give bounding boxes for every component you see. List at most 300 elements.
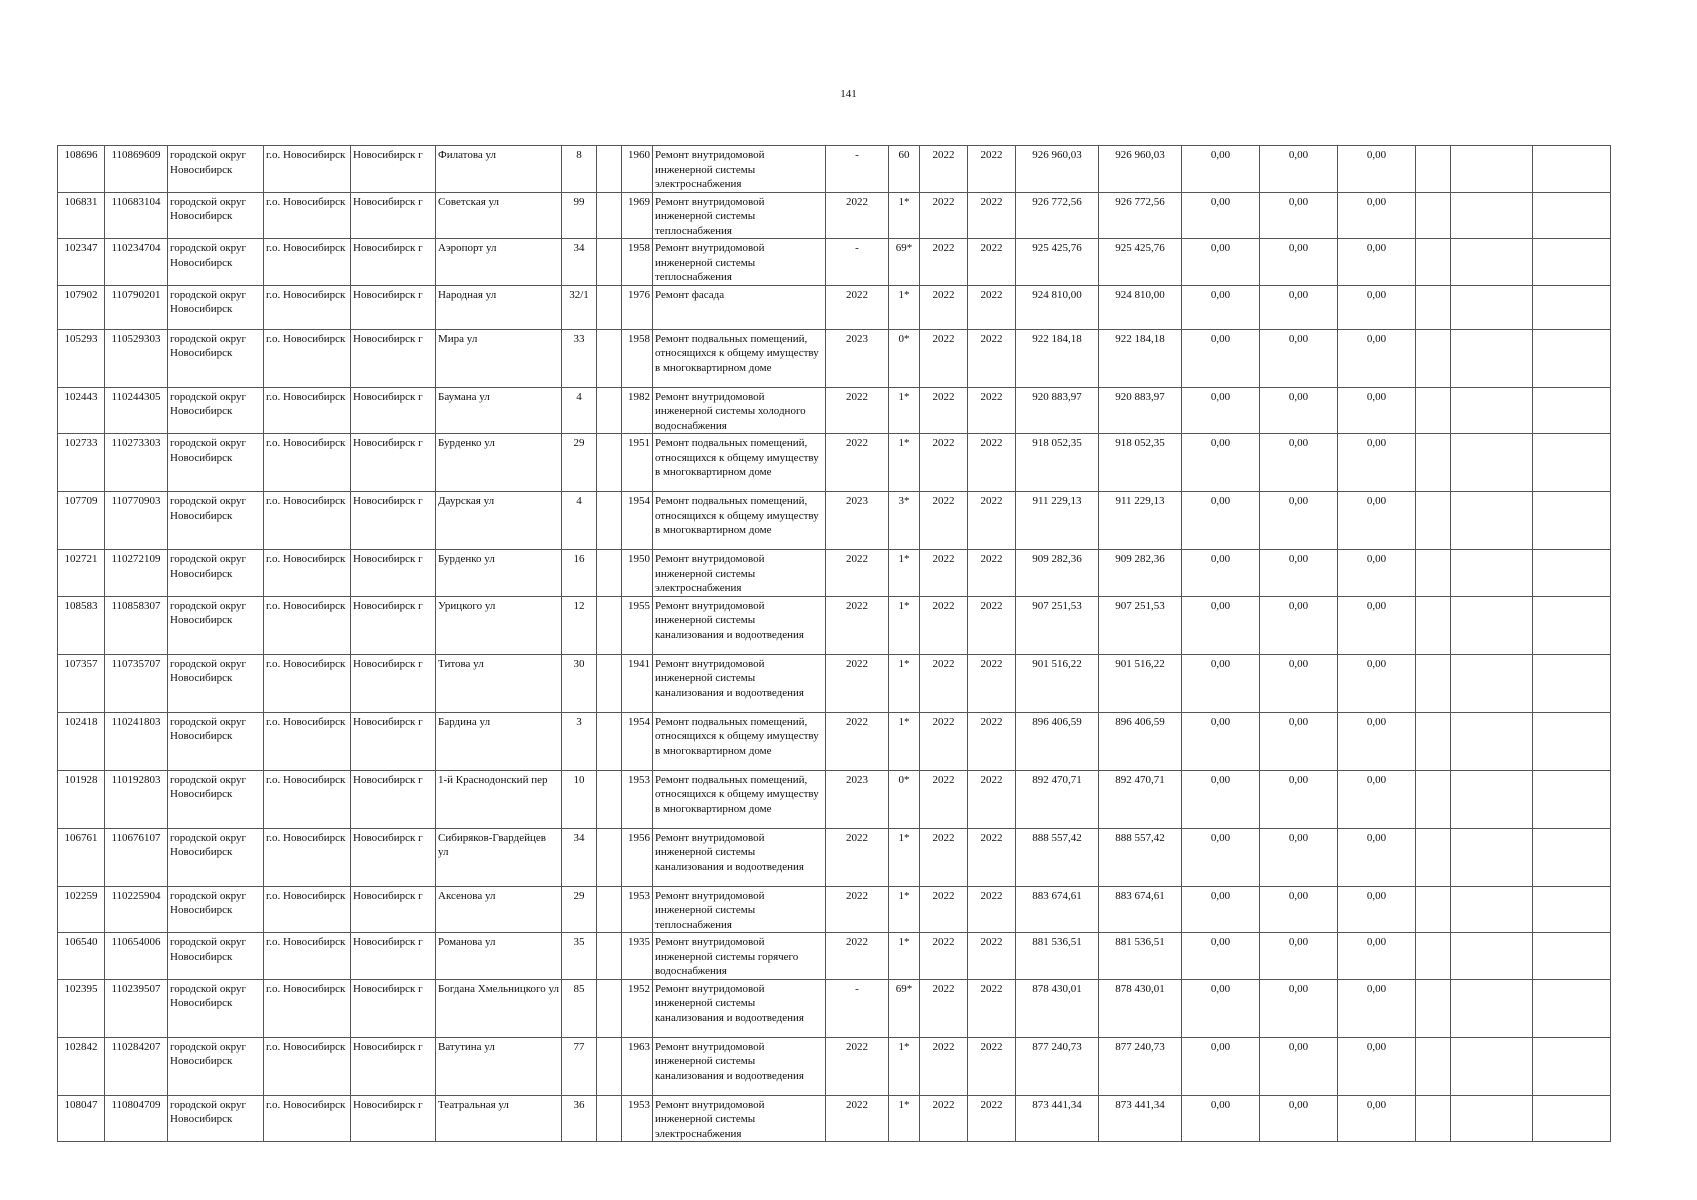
cell-extra-1 xyxy=(1416,770,1451,828)
cell-fund-cost: 909 282,36 xyxy=(1099,550,1182,597)
cell-extra-2 xyxy=(1451,146,1533,193)
table-row xyxy=(58,329,1611,387)
cell-wear: 1* xyxy=(889,434,920,492)
cell-built-year: 1958 xyxy=(622,329,653,387)
cell-extra-2 xyxy=(1451,654,1533,712)
cell-budget-regional: 0,00 xyxy=(1260,712,1338,770)
cell-municipality: городской округ Новосибирск xyxy=(168,1037,264,1095)
cell-budget-federal: 0,00 xyxy=(1182,979,1260,1037)
cell-budget-regional: 0,00 xyxy=(1260,387,1338,434)
cell-budget-federal: 0,00 xyxy=(1182,329,1260,387)
cell-total-cost: 901 516,22 xyxy=(1016,654,1099,712)
cell-budget-federal: 0,00 xyxy=(1182,654,1260,712)
table-row xyxy=(58,712,1611,770)
cell-extra-1 xyxy=(1416,550,1451,597)
cell-record-id: 106831 xyxy=(58,192,105,239)
cell-extra-3 xyxy=(1533,192,1611,239)
cell-street: Народная ул xyxy=(436,285,562,329)
cell-budget-regional: 0,00 xyxy=(1260,979,1338,1037)
cell-wear: 3* xyxy=(889,492,920,550)
cell-blank xyxy=(597,886,622,933)
cell-budget-federal: 0,00 xyxy=(1182,285,1260,329)
cell-street: Баумана ул xyxy=(436,387,562,434)
cell-budget-federal: 0,00 xyxy=(1182,1095,1260,1142)
cell-record-id: 102418 xyxy=(58,712,105,770)
cell-budget-local: 0,00 xyxy=(1338,329,1416,387)
cell-budget-federal: 0,00 xyxy=(1182,387,1260,434)
cell-total-cost: 907 251,53 xyxy=(1016,596,1099,654)
cell-street: Урицкого ул xyxy=(436,596,562,654)
cell-record-id: 107709 xyxy=(58,492,105,550)
cell-house-number: 12 xyxy=(562,596,597,654)
cell-house-number: 34 xyxy=(562,239,597,286)
cell-budget-local: 0,00 xyxy=(1338,712,1416,770)
cell-house-code: 110284207 xyxy=(105,1037,168,1095)
cell-plan-year-end: 2022 xyxy=(968,770,1016,828)
table-row xyxy=(58,492,1611,550)
cell-total-cost: 920 883,97 xyxy=(1016,387,1099,434)
cell-budget-regional: 0,00 xyxy=(1260,654,1338,712)
cell-built-year: 1958 xyxy=(622,239,653,286)
cell-city-district: г.о. Новосибирск xyxy=(264,146,351,193)
cell-work-type: Ремонт внутридомовой инженерной системы канализования и водоотведения xyxy=(653,828,826,886)
cell-total-cost: 911 229,13 xyxy=(1016,492,1099,550)
cell-budget-regional: 0,00 xyxy=(1260,1095,1338,1142)
cell-municipality: городской округ Новосибирск xyxy=(168,285,264,329)
cell-extra-2 xyxy=(1451,1095,1533,1142)
cell-extra-1 xyxy=(1416,434,1451,492)
cell-fund-cost: 920 883,97 xyxy=(1099,387,1182,434)
cell-budget-local: 0,00 xyxy=(1338,492,1416,550)
cell-record-id: 105293 xyxy=(58,329,105,387)
cell-plan-year-end: 2022 xyxy=(968,712,1016,770)
cell-plan-year-start: 2022 xyxy=(920,285,968,329)
cell-work-type: Ремонт внутридомовой инженерной системы канализования и водоотведения xyxy=(653,1037,826,1095)
cell-street: Аксенова ул xyxy=(436,886,562,933)
cell-wear: 1* xyxy=(889,192,920,239)
cell-plan-year-start: 2022 xyxy=(920,596,968,654)
cell-extra-3 xyxy=(1533,770,1611,828)
cell-work-type: Ремонт внутридомовой инженерной системы холодного водоснабжения xyxy=(653,387,826,434)
cell-street: Театральная ул xyxy=(436,1095,562,1142)
cell-city-district: г.о. Новосибирск xyxy=(264,654,351,712)
cell-house-number: 85 xyxy=(562,979,597,1037)
cell-last-repair-year: - xyxy=(826,979,889,1037)
cell-record-id: 108583 xyxy=(58,596,105,654)
cell-fund-cost: 911 229,13 xyxy=(1099,492,1182,550)
cell-blank xyxy=(597,492,622,550)
cell-settlement: Новосибирск г xyxy=(351,239,436,286)
cell-budget-regional: 0,00 xyxy=(1260,550,1338,597)
cell-plan-year-end: 2022 xyxy=(968,1037,1016,1095)
cell-plan-year-end: 2022 xyxy=(968,596,1016,654)
cell-house-code: 110735707 xyxy=(105,654,168,712)
cell-extra-2 xyxy=(1451,492,1533,550)
cell-house-number: 4 xyxy=(562,492,597,550)
cell-wear: 69* xyxy=(889,979,920,1037)
cell-street: Советская ул xyxy=(436,192,562,239)
cell-budget-federal: 0,00 xyxy=(1182,886,1260,933)
cell-street: Даурская ул xyxy=(436,492,562,550)
cell-street: Богдана Хмельницкого ул xyxy=(436,979,562,1037)
table-row xyxy=(58,828,1611,886)
cell-budget-regional: 0,00 xyxy=(1260,285,1338,329)
cell-house-number: 16 xyxy=(562,550,597,597)
cell-record-id: 102347 xyxy=(58,239,105,286)
cell-wear: 0* xyxy=(889,770,920,828)
cell-budget-local: 0,00 xyxy=(1338,239,1416,286)
cell-wear: 1* xyxy=(889,1095,920,1142)
cell-blank xyxy=(597,550,622,597)
cell-work-type: Ремонт внутридомовой инженерной системы теплоснабжения xyxy=(653,239,826,286)
cell-budget-regional: 0,00 xyxy=(1260,492,1338,550)
cell-budget-regional: 0,00 xyxy=(1260,933,1338,980)
cell-plan-year-end: 2022 xyxy=(968,329,1016,387)
cell-total-cost: 909 282,36 xyxy=(1016,550,1099,597)
cell-fund-cost: 888 557,42 xyxy=(1099,828,1182,886)
cell-city-district: г.о. Новосибирск xyxy=(264,770,351,828)
cell-wear: 1* xyxy=(889,933,920,980)
cell-built-year: 1982 xyxy=(622,387,653,434)
cell-house-number: 34 xyxy=(562,828,597,886)
cell-house-code: 110192803 xyxy=(105,770,168,828)
cell-plan-year-end: 2022 xyxy=(968,387,1016,434)
cell-last-repair-year: 2022 xyxy=(826,933,889,980)
cell-city-district: г.о. Новосибирск xyxy=(264,979,351,1037)
table-row xyxy=(58,434,1611,492)
cell-blank xyxy=(597,285,622,329)
cell-last-repair-year: 2023 xyxy=(826,492,889,550)
cell-blank xyxy=(597,239,622,286)
cell-wear: 0* xyxy=(889,329,920,387)
cell-municipality: городской округ Новосибирск xyxy=(168,596,264,654)
cell-settlement: Новосибирск г xyxy=(351,434,436,492)
cell-budget-local: 0,00 xyxy=(1338,146,1416,193)
cell-total-cost: 873 441,34 xyxy=(1016,1095,1099,1142)
cell-built-year: 1969 xyxy=(622,192,653,239)
cell-plan-year-start: 2022 xyxy=(920,654,968,712)
cell-fund-cost: 922 184,18 xyxy=(1099,329,1182,387)
cell-municipality: городской округ Новосибирск xyxy=(168,434,264,492)
cell-plan-year-end: 2022 xyxy=(968,146,1016,193)
cell-house-code: 110654006 xyxy=(105,933,168,980)
cell-last-repair-year: 2023 xyxy=(826,770,889,828)
cell-fund-cost: 896 406,59 xyxy=(1099,712,1182,770)
cell-house-code: 110858307 xyxy=(105,596,168,654)
cell-wear: 1* xyxy=(889,886,920,933)
cell-city-district: г.о. Новосибирск xyxy=(264,329,351,387)
cell-last-repair-year: 2022 xyxy=(826,434,889,492)
table-body xyxy=(58,146,1611,1142)
cell-record-id: 107902 xyxy=(58,285,105,329)
cell-street: Бурденко ул xyxy=(436,550,562,597)
cell-record-id: 107357 xyxy=(58,654,105,712)
cell-plan-year-end: 2022 xyxy=(968,285,1016,329)
cell-extra-1 xyxy=(1416,492,1451,550)
cell-plan-year-start: 2022 xyxy=(920,1095,968,1142)
cell-work-type: Ремонт подвальных помещений, относящихся к общему имуществу в многоквартирном доме xyxy=(653,770,826,828)
cell-plan-year-end: 2022 xyxy=(968,828,1016,886)
cell-plan-year-end: 2022 xyxy=(968,654,1016,712)
cell-extra-1 xyxy=(1416,828,1451,886)
cell-street: 1-й Краснодонский пер xyxy=(436,770,562,828)
cell-budget-local: 0,00 xyxy=(1338,387,1416,434)
cell-settlement: Новосибирск г xyxy=(351,192,436,239)
cell-budget-regional: 0,00 xyxy=(1260,146,1338,193)
cell-built-year: 1954 xyxy=(622,492,653,550)
cell-budget-regional: 0,00 xyxy=(1260,434,1338,492)
cell-last-repair-year: 2022 xyxy=(826,596,889,654)
cell-fund-cost: 873 441,34 xyxy=(1099,1095,1182,1142)
cell-record-id: 102842 xyxy=(58,1037,105,1095)
cell-house-number: 3 xyxy=(562,712,597,770)
cell-budget-local: 0,00 xyxy=(1338,1095,1416,1142)
cell-extra-3 xyxy=(1533,550,1611,597)
cell-house-code: 110225904 xyxy=(105,886,168,933)
cell-municipality: городской округ Новосибирск xyxy=(168,933,264,980)
cell-extra-3 xyxy=(1533,596,1611,654)
cell-extra-1 xyxy=(1416,387,1451,434)
cell-house-number: 35 xyxy=(562,933,597,980)
cell-city-district: г.о. Новосибирск xyxy=(264,239,351,286)
cell-last-repair-year: - xyxy=(826,239,889,286)
cell-budget-local: 0,00 xyxy=(1338,285,1416,329)
cell-record-id: 106761 xyxy=(58,828,105,886)
cell-built-year: 1976 xyxy=(622,285,653,329)
cell-municipality: городской округ Новосибирск xyxy=(168,192,264,239)
cell-blank xyxy=(597,1095,622,1142)
cell-budget-regional: 0,00 xyxy=(1260,828,1338,886)
cell-settlement: Новосибирск г xyxy=(351,933,436,980)
cell-fund-cost: 877 240,73 xyxy=(1099,1037,1182,1095)
cell-house-number: 77 xyxy=(562,1037,597,1095)
cell-total-cost: 922 184,18 xyxy=(1016,329,1099,387)
cell-municipality: городской округ Новосибирск xyxy=(168,770,264,828)
cell-total-cost: 924 810,00 xyxy=(1016,285,1099,329)
cell-last-repair-year: 2022 xyxy=(826,654,889,712)
cell-total-cost: 926 772,56 xyxy=(1016,192,1099,239)
cell-extra-1 xyxy=(1416,654,1451,712)
table-row xyxy=(58,239,1611,286)
cell-municipality: городской округ Новосибирск xyxy=(168,492,264,550)
cell-built-year: 1956 xyxy=(622,828,653,886)
cell-extra-2 xyxy=(1451,770,1533,828)
cell-house-code: 110676107 xyxy=(105,828,168,886)
cell-plan-year-start: 2022 xyxy=(920,329,968,387)
cell-house-code: 110241803 xyxy=(105,712,168,770)
cell-total-cost: 892 470,71 xyxy=(1016,770,1099,828)
table-row xyxy=(58,1037,1611,1095)
cell-budget-regional: 0,00 xyxy=(1260,329,1338,387)
cell-built-year: 1953 xyxy=(622,1095,653,1142)
cell-plan-year-end: 2022 xyxy=(968,886,1016,933)
cell-budget-federal: 0,00 xyxy=(1182,770,1260,828)
cell-record-id: 101928 xyxy=(58,770,105,828)
cell-extra-3 xyxy=(1533,933,1611,980)
cell-house-code: 110683104 xyxy=(105,192,168,239)
cell-fund-cost: 892 470,71 xyxy=(1099,770,1182,828)
cell-blank xyxy=(597,979,622,1037)
cell-budget-federal: 0,00 xyxy=(1182,146,1260,193)
cell-house-code: 110529303 xyxy=(105,329,168,387)
table-row xyxy=(58,886,1611,933)
cell-built-year: 1952 xyxy=(622,979,653,1037)
cell-plan-year-end: 2022 xyxy=(968,239,1016,286)
cell-budget-federal: 0,00 xyxy=(1182,434,1260,492)
cell-total-cost: 896 406,59 xyxy=(1016,712,1099,770)
table-row xyxy=(58,770,1611,828)
cell-plan-year-end: 2022 xyxy=(968,192,1016,239)
cell-city-district: г.о. Новосибирск xyxy=(264,933,351,980)
cell-record-id: 102721 xyxy=(58,550,105,597)
cell-house-code: 110273303 xyxy=(105,434,168,492)
cell-street: Бардина ул xyxy=(436,712,562,770)
cell-built-year: 1941 xyxy=(622,654,653,712)
cell-work-type: Ремонт внутридомовой инженерной системы горячего водоснабжения xyxy=(653,933,826,980)
cell-fund-cost: 878 430,01 xyxy=(1099,979,1182,1037)
cell-city-district: г.о. Новосибирск xyxy=(264,1037,351,1095)
cell-city-district: г.о. Новосибирск xyxy=(264,387,351,434)
cell-extra-3 xyxy=(1533,329,1611,387)
cell-last-repair-year: 2022 xyxy=(826,1037,889,1095)
cell-built-year: 1935 xyxy=(622,933,653,980)
cell-extra-3 xyxy=(1533,387,1611,434)
cell-work-type: Ремонт подвальных помещений, относящихся к общему имуществу в многоквартирном доме xyxy=(653,492,826,550)
cell-blank xyxy=(597,1037,622,1095)
cell-municipality: городской округ Новосибирск xyxy=(168,329,264,387)
cell-plan-year-start: 2022 xyxy=(920,239,968,286)
cell-blank xyxy=(597,770,622,828)
cell-wear: 1* xyxy=(889,654,920,712)
cell-city-district: г.о. Новосибирск xyxy=(264,596,351,654)
cell-house-number: 29 xyxy=(562,886,597,933)
cell-plan-year-start: 2022 xyxy=(920,979,968,1037)
cell-blank xyxy=(597,146,622,193)
cell-work-type: Ремонт внутридомовой инженерной системы канализования и водоотведения xyxy=(653,654,826,712)
cell-fund-cost: 881 536,51 xyxy=(1099,933,1182,980)
cell-extra-3 xyxy=(1533,146,1611,193)
table-row xyxy=(58,596,1611,654)
cell-record-id: 102733 xyxy=(58,434,105,492)
cell-house-code: 110804709 xyxy=(105,1095,168,1142)
cell-work-type: Ремонт внутридомовой инженерной системы канализования и водоотведения xyxy=(653,596,826,654)
cell-fund-cost: 883 674,61 xyxy=(1099,886,1182,933)
cell-last-repair-year: 2023 xyxy=(826,329,889,387)
cell-blank xyxy=(597,933,622,980)
cell-budget-local: 0,00 xyxy=(1338,979,1416,1037)
cell-work-type: Ремонт внутридомовой инженерной системы теплоснабжения xyxy=(653,886,826,933)
cell-plan-year-start: 2022 xyxy=(920,550,968,597)
cell-street: Мира ул xyxy=(436,329,562,387)
cell-extra-1 xyxy=(1416,329,1451,387)
cell-blank xyxy=(597,828,622,886)
cell-house-code: 110244305 xyxy=(105,387,168,434)
cell-city-district: г.о. Новосибирск xyxy=(264,492,351,550)
cell-budget-federal: 0,00 xyxy=(1182,1037,1260,1095)
cell-plan-year-start: 2022 xyxy=(920,192,968,239)
cell-house-number: 30 xyxy=(562,654,597,712)
cell-settlement: Новосибирск г xyxy=(351,1037,436,1095)
cell-city-district: г.о. Новосибирск xyxy=(264,886,351,933)
cell-budget-local: 0,00 xyxy=(1338,192,1416,239)
cell-work-type: Ремонт внутридомовой инженерной системы теплоснабжения xyxy=(653,192,826,239)
cell-extra-3 xyxy=(1533,492,1611,550)
cell-settlement: Новосибирск г xyxy=(351,492,436,550)
cell-house-number: 36 xyxy=(562,1095,597,1142)
cell-wear: 1* xyxy=(889,550,920,597)
cell-municipality: городской округ Новосибирск xyxy=(168,654,264,712)
cell-extra-3 xyxy=(1533,712,1611,770)
cell-built-year: 1953 xyxy=(622,770,653,828)
cell-budget-federal: 0,00 xyxy=(1182,550,1260,597)
cell-house-number: 4 xyxy=(562,387,597,434)
table-row xyxy=(58,285,1611,329)
cell-settlement: Новосибирск г xyxy=(351,1095,436,1142)
cell-plan-year-start: 2022 xyxy=(920,828,968,886)
cell-municipality: городской округ Новосибирск xyxy=(168,239,264,286)
cell-last-repair-year: - xyxy=(826,146,889,193)
cell-extra-2 xyxy=(1451,192,1533,239)
cell-plan-year-end: 2022 xyxy=(968,550,1016,597)
cell-extra-3 xyxy=(1533,886,1611,933)
cell-fund-cost: 926 960,03 xyxy=(1099,146,1182,193)
cell-extra-2 xyxy=(1451,712,1533,770)
cell-settlement: Новосибирск г xyxy=(351,387,436,434)
cell-last-repair-year: 2022 xyxy=(826,192,889,239)
cell-plan-year-start: 2022 xyxy=(920,933,968,980)
cell-total-cost: 878 430,01 xyxy=(1016,979,1099,1037)
cell-budget-local: 0,00 xyxy=(1338,434,1416,492)
table-row xyxy=(58,550,1611,597)
cell-wear: 1* xyxy=(889,828,920,886)
cell-last-repair-year: 2022 xyxy=(826,550,889,597)
cell-plan-year-start: 2022 xyxy=(920,1037,968,1095)
cell-house-number: 32/1 xyxy=(562,285,597,329)
cell-house-code: 110239507 xyxy=(105,979,168,1037)
cell-budget-local: 0,00 xyxy=(1338,550,1416,597)
cell-extra-1 xyxy=(1416,239,1451,286)
cell-plan-year-start: 2022 xyxy=(920,712,968,770)
cell-extra-2 xyxy=(1451,550,1533,597)
cell-fund-cost: 907 251,53 xyxy=(1099,596,1182,654)
cell-work-type: Ремонт подвальных помещений, относящихся к общему имуществу в многоквартирном доме xyxy=(653,329,826,387)
cell-plan-year-end: 2022 xyxy=(968,979,1016,1037)
cell-budget-federal: 0,00 xyxy=(1182,596,1260,654)
cell-municipality: городской округ Новосибирск xyxy=(168,886,264,933)
cell-extra-1 xyxy=(1416,886,1451,933)
cell-budget-local: 0,00 xyxy=(1338,596,1416,654)
cell-plan-year-start: 2022 xyxy=(920,886,968,933)
cell-budget-local: 0,00 xyxy=(1338,654,1416,712)
cell-settlement: Новосибирск г xyxy=(351,596,436,654)
cell-street: Сибиряков-Гвардейцев ул xyxy=(436,828,562,886)
cell-blank xyxy=(597,712,622,770)
cell-work-type: Ремонт подвальных помещений, относящихся к общему имуществу в многоквартирном доме xyxy=(653,712,826,770)
cell-built-year: 1951 xyxy=(622,434,653,492)
cell-settlement: Новосибирск г xyxy=(351,712,436,770)
cell-work-type: Ремонт внутридомовой инженерной системы электроснабжения xyxy=(653,550,826,597)
cell-city-district: г.о. Новосибирск xyxy=(264,192,351,239)
cell-city-district: г.о. Новосибирск xyxy=(264,712,351,770)
cell-wear: 1* xyxy=(889,1037,920,1095)
cell-plan-year-start: 2022 xyxy=(920,770,968,828)
cell-extra-1 xyxy=(1416,285,1451,329)
cell-budget-federal: 0,00 xyxy=(1182,239,1260,286)
cell-extra-2 xyxy=(1451,596,1533,654)
cell-budget-regional: 0,00 xyxy=(1260,596,1338,654)
cell-extra-1 xyxy=(1416,1037,1451,1095)
cell-street: Аэропорт ул xyxy=(436,239,562,286)
